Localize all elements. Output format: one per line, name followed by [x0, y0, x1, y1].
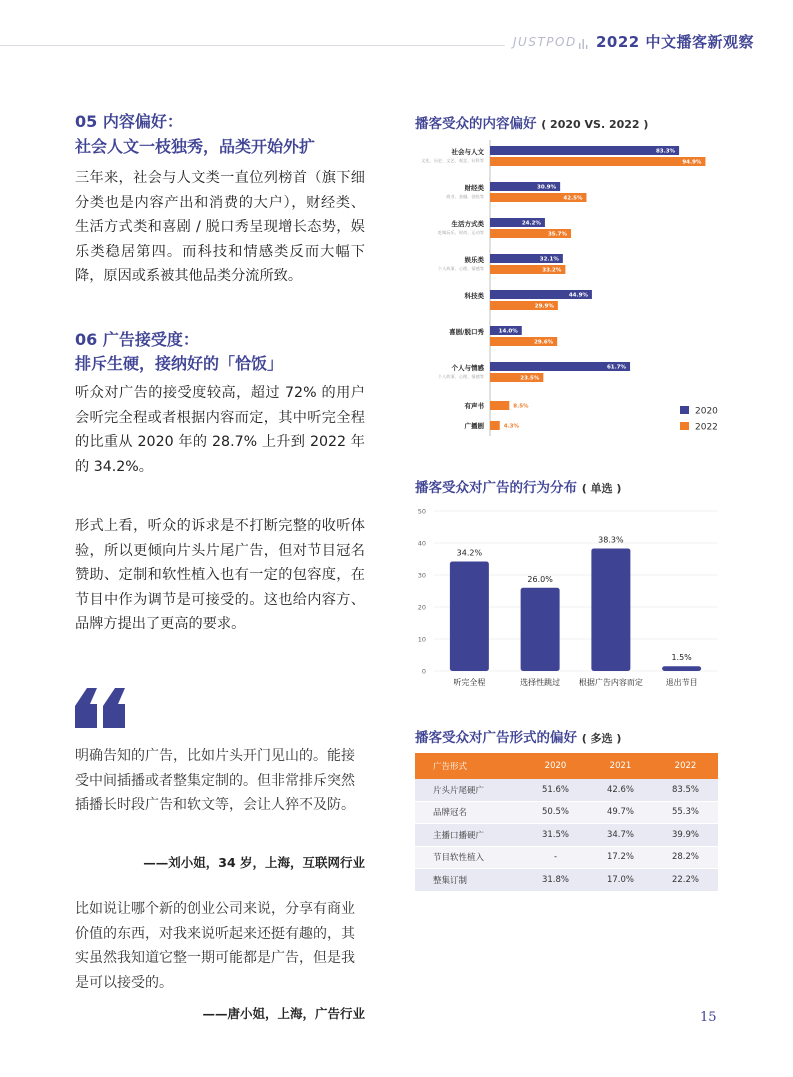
table-cell: 31.8%	[523, 869, 588, 892]
quote-mark-icon	[73, 686, 129, 730]
chart1-bar-2020	[490, 146, 679, 155]
table-cell: 28.2%	[653, 846, 718, 869]
chart1-value-label: 94.9%	[682, 159, 702, 166]
table-cell: 51.6%	[523, 779, 588, 801]
chart2-x-label: 退出节目	[665, 678, 698, 687]
chart2-bar	[591, 548, 630, 671]
table-cell: 39.9%	[653, 824, 718, 847]
report-title: 2022 中文播客新观察	[596, 33, 754, 51]
section5-heading: 05 内容偏好：	[75, 112, 183, 131]
table-row	[415, 779, 718, 801]
chart2-y-tick: 50	[417, 507, 426, 516]
table-cell: 83.5%	[653, 779, 718, 801]
table-cell: -	[523, 846, 588, 869]
chart1-category-note: 个人故事、心理、情感等	[437, 266, 484, 271]
chart1-value-label: 29.9%	[534, 303, 554, 310]
chart2-y-tick: 40	[417, 539, 426, 548]
table-cell: 50.5%	[523, 801, 588, 824]
table-cell: 42.6%	[588, 779, 653, 801]
table-cell: 整集订制	[415, 869, 523, 892]
chart2-x-label: 选择性跳过	[520, 678, 561, 687]
table-cell: 34.7%	[588, 824, 653, 847]
brand-name: JUSTPOD	[513, 35, 577, 49]
chart2-subtitle: ( 单选 )	[581, 482, 622, 495]
table-cell: 品牌冠名	[415, 801, 523, 824]
chart1-category-label: 娱乐类	[464, 256, 484, 264]
chart1-legend-swatch	[680, 406, 689, 414]
chart2-x-label: 根据广告内容而定	[578, 678, 643, 687]
chart2-y-tick: 10	[417, 635, 426, 644]
chart2-y-tick: 30	[417, 571, 426, 580]
table-cell: 31.5%	[523, 824, 588, 847]
chart1-bar-2022	[490, 421, 500, 430]
table-cell: 17.0%	[588, 869, 653, 892]
chart1-category-note: 个人故事、心理、情感等	[437, 374, 484, 379]
chart2-bar	[521, 588, 560, 671]
chart1-category-note: 商业、金融、创投等	[446, 194, 484, 199]
chart1-category-label: 财经类	[464, 184, 484, 192]
chart1-legend-label: 2022	[695, 422, 718, 433]
chart1-value-label: 14.0%	[498, 328, 518, 335]
table-row	[415, 869, 718, 892]
content-preference-chart	[412, 140, 732, 440]
page-number: 15	[700, 1010, 717, 1025]
chart1-category-label: 有声书	[464, 402, 484, 410]
chart1-legend-label: 2020	[695, 406, 718, 417]
chart1-value-label: 32.1%	[539, 256, 559, 263]
chart2-value-label: 38.3%	[598, 535, 624, 545]
table-row	[415, 846, 718, 869]
section5-body: 三年来，社会与人文类一直位列榜首（旗下细分类也是内容产出和消费的大户），财经类、生活方式类和喜剧 / 脱口秀呈现增长态势，娱乐类稳居第四。而科技和情感类反而大幅下降，原因或系被其他品类分流所致。	[75, 170, 365, 284]
chart1-category-label: 科技类	[464, 292, 484, 300]
chart1-category-note: 吃喝玩乐、时尚、运动等	[437, 230, 484, 235]
table-cell: 49.7%	[588, 801, 653, 824]
chart1-value-label: 24.2%	[521, 220, 541, 227]
section6-body-1: 听众对广告的接受度较高，超过 72% 的用户会听完全程或者根据内容而定，其中听完全程的比重从 2020 年的 28.7% 上升到 2022 年的 34.2%。	[75, 385, 365, 475]
chart2-y-tick: 20	[417, 603, 426, 612]
chart1-value-label: 42.5%	[563, 195, 583, 202]
chart1-value-label: 44.9%	[568, 292, 588, 299]
chart1-category-label: 广播剧	[464, 422, 484, 430]
chart1-value-label: 33.2%	[542, 267, 562, 274]
table-subtitle: ( 多选 )	[581, 732, 622, 745]
chart1-title	[415, 112, 648, 132]
chart1-value-label: 35.7%	[547, 231, 568, 238]
table-cell: 片头片尾硬广	[415, 779, 523, 801]
chart1-category-note: 文化、历史、文艺、观念、社科等	[421, 158, 484, 163]
table-row	[415, 801, 718, 824]
table-cell: 主播口播硬广	[415, 824, 523, 847]
chart1-category-label: 生活方式类	[451, 220, 484, 228]
chart1-category-label: 喜剧/脱口秀	[449, 328, 484, 336]
table-header-cell: 2020	[523, 753, 588, 779]
chart2-value-label: 34.2%	[456, 548, 483, 558]
chart1-value-label: 23.5%	[520, 375, 540, 382]
chart1-bar-2022	[490, 401, 509, 410]
chart2-bar	[662, 666, 701, 671]
chart1-value-label: 4.3%	[503, 423, 520, 430]
table-title-text: 播客受众对广告形式的偏好	[415, 730, 577, 746]
chart1-legend-swatch	[680, 422, 689, 430]
chart2-value-label: 26.0%	[527, 574, 553, 584]
table-body	[415, 779, 718, 891]
table-cell: 22.2%	[653, 869, 718, 892]
chart1-value-label: 61.7%	[606, 364, 627, 371]
table-header-cell: 广告形式	[415, 753, 523, 779]
chart2-y-tick: 0	[421, 667, 426, 676]
chart1-category-label: 社会与人文	[451, 148, 484, 156]
chart2-title-text: 播客受众对广告的行为分布	[415, 480, 577, 496]
ad-format-table	[415, 753, 718, 892]
chart1-value-label: 8.5%	[513, 403, 529, 410]
table-header-cell: 2021	[588, 753, 653, 779]
quote-2: 比如说让哪个新的创业公司来说，分享有商业价值的东西，对我来说听起来还挺有趣的，其实虽然我知道它整一期可能都是广告，但是我是可以接受的。	[75, 901, 355, 991]
table-header-cell: 2022	[653, 753, 718, 779]
table-header-row	[415, 753, 718, 779]
chart1-subtitle: ( 2020 VS. 2022 )	[541, 118, 649, 131]
table-cell: 节目软性植入	[415, 846, 523, 869]
chart2-x-label: 听完全程	[453, 678, 486, 687]
chart1-bar-2022	[490, 157, 705, 166]
ad-behavior-chart	[412, 500, 732, 695]
quote-2-attribution: ——唐小姐，上海，广告行业	[202, 1006, 365, 1021]
quote-1: 明确告知的广告，比如片头开门见山的。能接受中间插播或者整集定制的。但非常排斥突然插播长时段广告和软文等，会让人猝不及防。	[75, 748, 355, 813]
chart1-value-label: 83.3%	[655, 148, 676, 155]
table-cell: 55.3%	[653, 801, 718, 824]
table-cell: 17.2%	[588, 846, 653, 869]
chart1-category-label: 个人与情感	[451, 364, 484, 372]
section6-heading: 06 广告接受度：	[75, 330, 199, 349]
quote-1-attribution: ——刘小姐，34 岁，上海，互联网行业	[143, 855, 365, 870]
bars-icon	[578, 36, 592, 50]
section5-subheading: 社会人文一枝独秀，品类开始外扩	[75, 137, 316, 156]
chart1-value-label: 29.6%	[534, 339, 554, 346]
header-rule	[0, 45, 505, 46]
section6-subheading: 排斥生硬，接纳好的「恰饭」	[75, 354, 284, 373]
table-row	[415, 824, 718, 847]
chart1-value-label: 30.9%	[537, 184, 557, 191]
chart1-title-text: 播客受众的内容偏好	[415, 116, 537, 132]
chart2-bar	[450, 562, 489, 671]
section6-body-2: 形式上看，听众的诉求是不打断完整的收听体验，所以更倾向片头片尾广告，但对节目冠名赞助、定制和软性植入也有一定的包容度，在节目中作为调节是可接受的。这也给内容方、品牌方提出了更高的要求。	[75, 518, 365, 632]
table-title	[415, 726, 621, 746]
chart2-title	[415, 476, 621, 496]
chart2-value-label: 1.5%	[671, 653, 692, 663]
